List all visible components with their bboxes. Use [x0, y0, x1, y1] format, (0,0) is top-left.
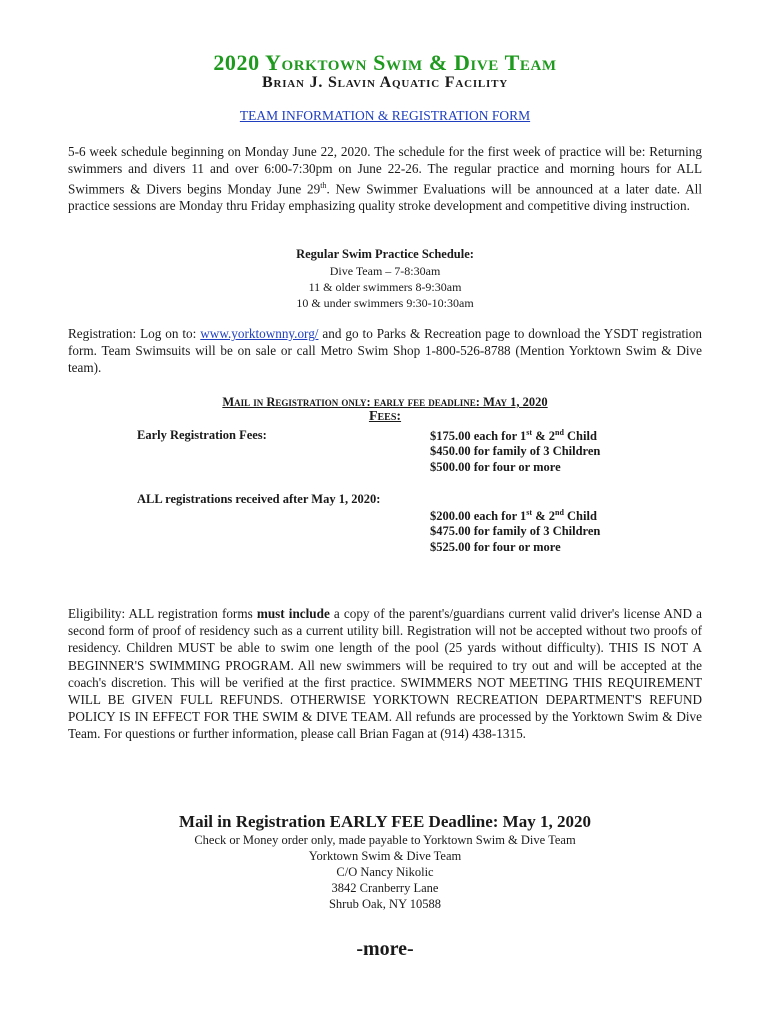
- registration-paragraph: Registration: Log on to: www.yorktownny.org/ and go to Parks & Recreation page to download the YSDT registration form. Team Swimsuits will be on sale or call Metro Swim Shop 1-800-526-8788 (Mention Yorktown Swim & Dive team).: [68, 326, 702, 375]
- form-title: TEAM INFORMATION & REGISTRATION FORM: [239, 108, 531, 123]
- more-indicator: -more-: [356, 938, 414, 960]
- early-fee-line: $450.00 for family of 3 Children: [430, 444, 601, 458]
- late-fees-label: ALL registrations received after May 1, 2020:: [137, 492, 381, 506]
- mailing-address-line: 3842 Cranberry Lane: [331, 881, 439, 895]
- late-fee-line: $475.00 for family of 3 Children: [430, 524, 601, 538]
- practice-schedule-title: Regular Swim Practice Schedule:: [296, 247, 474, 261]
- facility-subtitle: Brian J. Slavin Aquatic Facility: [261, 74, 508, 91]
- payment-instructions: Check or Money order only, made payable to Yorktown Swim & Dive Team: [194, 833, 576, 847]
- yorktown-website-link[interactable]: www.yorktownny.org/: [200, 326, 319, 341]
- late-fee-line: $525.00 for four or more: [430, 540, 561, 554]
- mail-deadline-heading: Mail in Registration EARLY FEE Deadline: May 1, 2020: [179, 812, 591, 831]
- mailing-address-line: C/O Nancy Nikolic: [336, 865, 434, 879]
- schedule-item: Dive Team – 7-8:30am: [329, 264, 441, 278]
- fees-heading: Fees:: [368, 409, 402, 424]
- mailing-address-line: Yorktown Swim & Dive Team: [308, 849, 462, 863]
- mail-registration-heading: Mail in Registration only: early fee deadline: May 1, 2020: [222, 395, 548, 409]
- schedule-intro-paragraph: 5-6 week schedule beginning on Monday June 22, 2020. The schedule for the first week of practice will be: Returning swimmers and divers 11 and over 6:00-7:30pm on June 22-26. The regular practice and morning hours for ALL Swimmers & Divers begins Monday June 29th. New Swimmer Evaluations will be announced at a later date. All practice sessions are Monday thru Friday emphasizing quality stroke development and competitive diving instruction.: [68, 144, 702, 214]
- late-fee-line: $200.00 each for 1st & 2nd Child: [430, 508, 597, 524]
- eligibility-paragraph: Eligibility: ALL registration forms must include a copy of the parent's/guardians current valid driver's license AND a second form of proof of residency such as a current utility bill. Registration will not be accepted without two proofs of residency. Children MUST be able to swim one length of the pool (25 yards without difficulty). THIS IS NOT A BEGINNER'S SWIMMING PROGRAM. All new swimmers will be required to try out and will be accepted at the coach's discretion. This will be verified at the first practice. SWIMMERS NOT MEETING THIS REQUIREMENT WILL BE GIVEN FULL REFUNDS. OTHERWISE YORKTOWN RECREATION DEPARTMENT'S REFUND POLICY IS IN EFFECT FOR THE SWIM & DIVE TEAM. All refunds are processed by the Yorktown Swim & Dive Team. For questions or further information, please call Brian Fagan at (914) 438-1315.: [68, 606, 702, 742]
- early-fee-line: $175.00 each for 1st & 2nd Child: [430, 428, 597, 444]
- early-fees-label: Early Registration Fees:: [137, 428, 267, 442]
- mailing-address-line: Shrub Oak, NY 10588: [328, 897, 442, 911]
- early-fee-line: $500.00 for four or more: [430, 460, 561, 474]
- schedule-item: 10 & under swimmers 9:30-10:30am: [296, 296, 474, 310]
- document-title: 2020 Yorktown Swim & Dive Team: [213, 50, 557, 75]
- schedule-item: 11 & older swimmers 8-9:30am: [308, 280, 462, 294]
